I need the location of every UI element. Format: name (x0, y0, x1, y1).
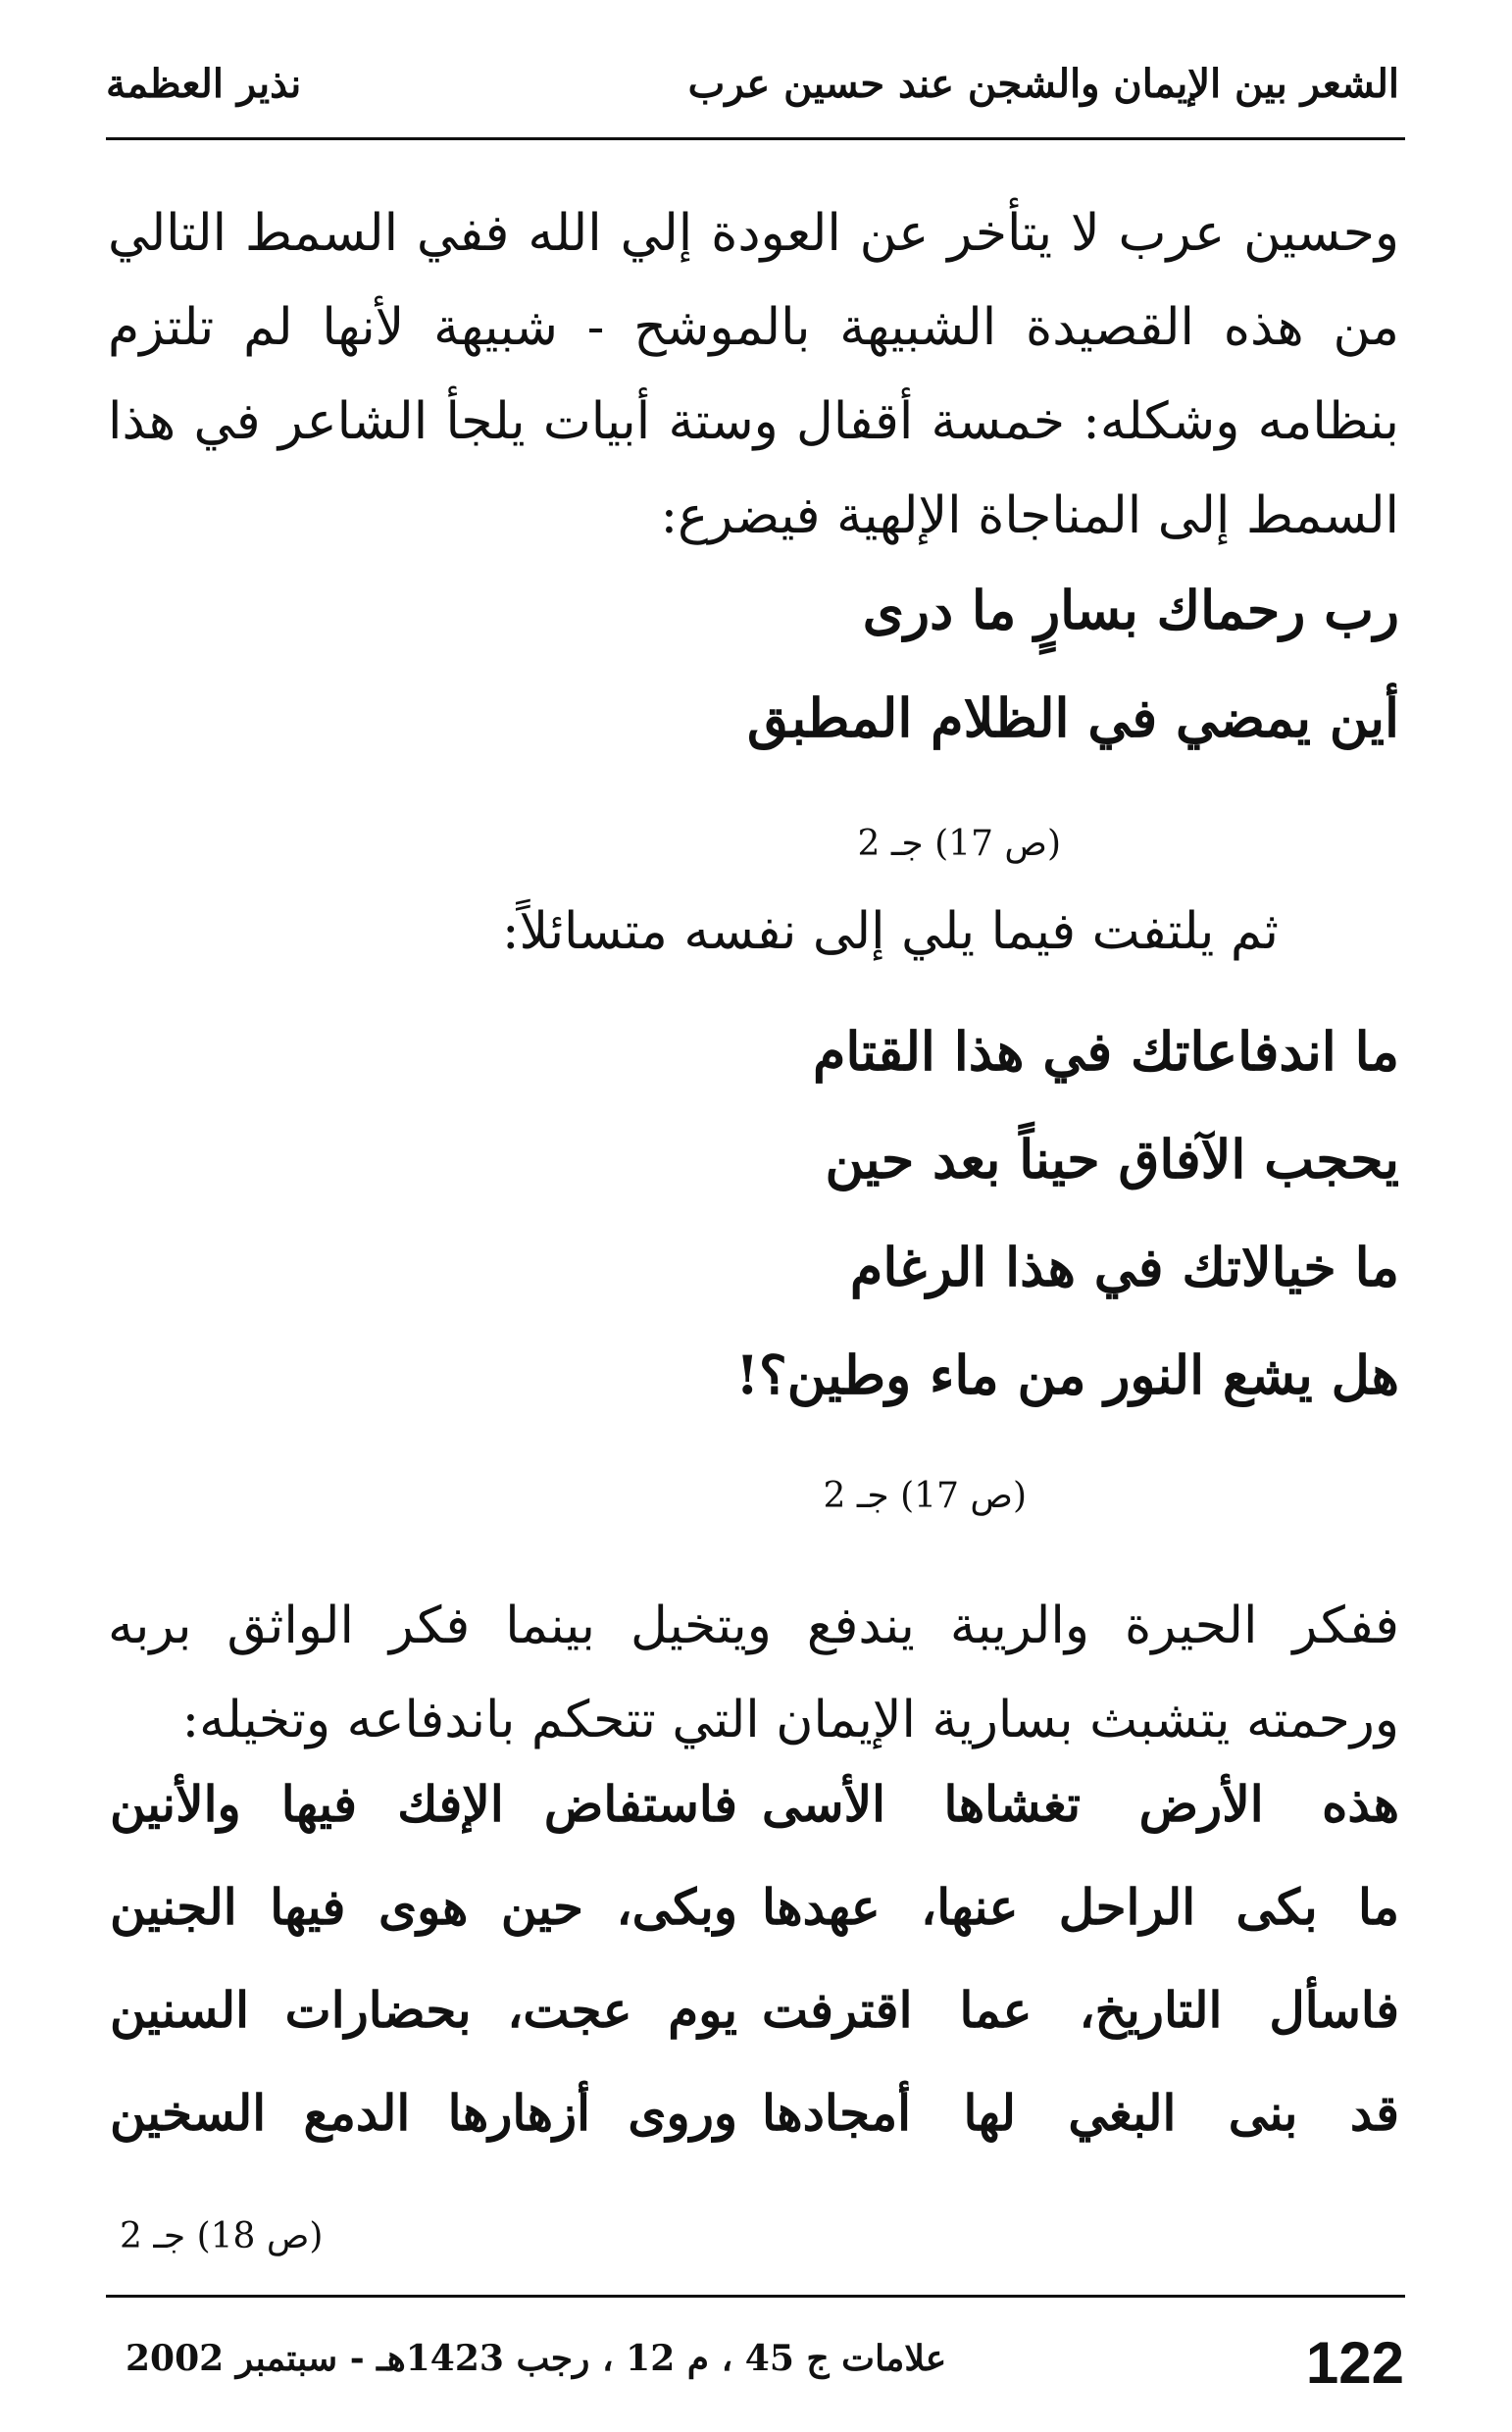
citation: (ص 17) جـ 2 (823, 1476, 1027, 1516)
verse-hemistich-left: وروى أزهارها الدمع السخين (110, 2084, 737, 2142)
verse-line: يحجب الآفاق حيناً بعد حين (825, 1128, 1399, 1191)
lead-sentence: ثم يلتفت فيما يلي إلى نفسه متسائلاً: (502, 902, 1279, 961)
verse-hemistich-left: يوم عجت، بحضارات السنين (110, 1981, 737, 2039)
paragraph-intro: وحسين عرب لا يتأخر عن العودة إلي الله ففي السمط التالي من هذه القصيدة الشبيهة بالموشح - شبيهة لأنها لم تلتزم بنظامه وشكله: خمسة أقفال وستة أبيات يلجأ الشاعر في هذا السمط إلى المناجاة الإلهية فيضرع: (108, 204, 1399, 545)
verse-line: أين يمضي في الظلام المطبق (747, 686, 1399, 749)
verse-line: ما اندفاعاتك في هذا القتام (812, 1020, 1399, 1083)
verse-hemistich-right: هذه الأرض تغشاها الأسى (762, 1775, 1399, 1833)
paragraph-body: ففكر الحيرة والريبة يندفع ويتخيل بينما فكر الواثق بربه ورحمته يتشبث بسارية الإيمان التي تتحكم باندفاعه وتخيله: (108, 1596, 1399, 1749)
page-number: 122 (1305, 2330, 1404, 2396)
running-title: الشعر بين الإيمان والشجن عند حسين عرب (687, 61, 1399, 107)
running-author: نذير العظمة (106, 61, 302, 107)
footer-rule (106, 2295, 1405, 2298)
verse-hemistich-left: فاستفاض الإفك فيها والأنين (110, 1775, 737, 1833)
journal-issue-info: علامات ج 45 ، م 12 ، رجب 1423هـ - سبتمبر 2002 (126, 2338, 947, 2379)
verse-line: هل يشع النور من ماء وطين؟! (735, 1343, 1399, 1406)
verse-line: رب رحماك بسارٍ ما درى (862, 579, 1399, 641)
header-rule (106, 137, 1405, 140)
verse-hemistich-right: فاسأل التاريخ، عما اقترفت (762, 1981, 1399, 2039)
verse-line: ما خيالاتك في هذا الرغام (849, 1236, 1399, 1298)
verse-hemistich-left: وبكى، حين هوى فيها الجنين (110, 1878, 737, 1936)
verse-hemistich-right: قد بنى البغي لها أمجادها (762, 2084, 1399, 2142)
citation: (ص 17) جـ 2 (857, 824, 1061, 864)
verse-hemistich-right: ما بكى الراحل عنها، عهدها (762, 1878, 1399, 1936)
citation: (ص 18) جـ 2 (120, 2216, 324, 2256)
